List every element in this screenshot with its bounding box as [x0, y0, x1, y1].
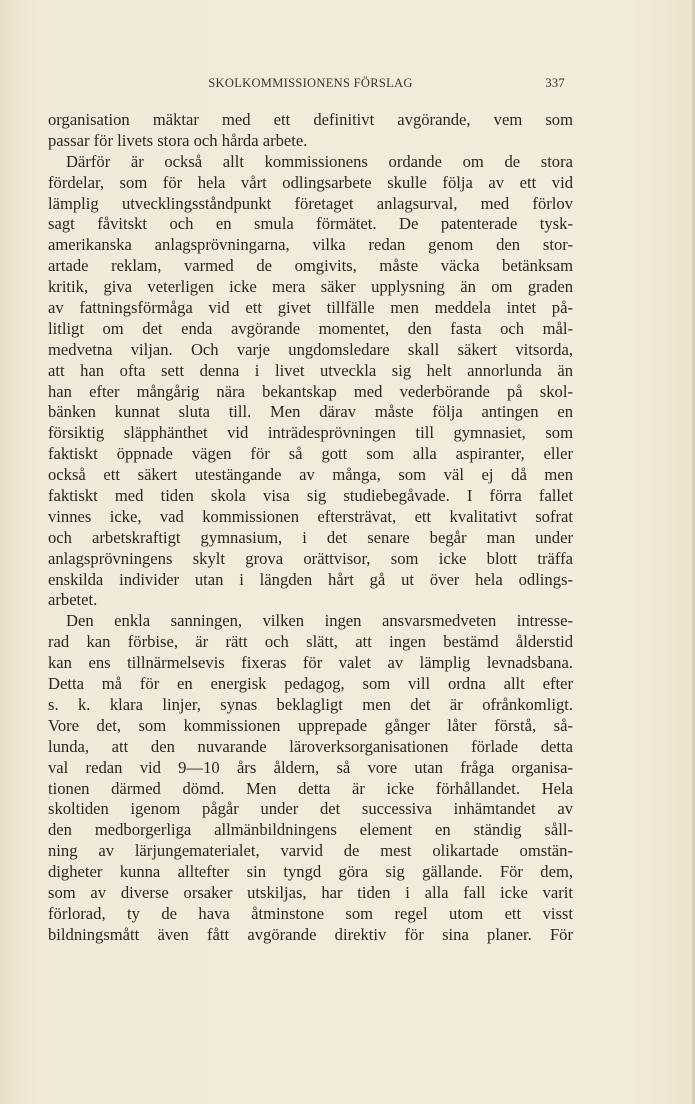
body-text	[48, 110, 573, 946]
text-line: kan ens tillnärmelsevis fixeras för valet av lämplig levnadsbana.	[48, 653, 573, 673]
text-line: passar för livets stora och hårda arbete.	[48, 130, 308, 150]
text-line: bildningsmått även fått avgörande direktiv för sina planer. För	[48, 924, 573, 944]
text-line: lämplig utvecklingsståndpunkt företaget anlagsurval, med förlov	[48, 193, 573, 213]
text-line: arbetet.	[48, 590, 98, 610]
text-line: faktiskt med tiden skola visa sig studiebegåvade. I förra fallet	[48, 486, 573, 506]
text-line: också ett säkert utestängande av många, som väl ej då men	[48, 465, 573, 485]
running-title: SKOLKOMMISSIONENS FÖRSLAG	[208, 76, 413, 90]
text-line: att han ofta sett denna i livet utveckla sig helt annorlunda än	[48, 360, 573, 380]
text-line: ning av lärjungematerialet, varvid de mest olikartade omstän-	[48, 841, 573, 861]
text-line: som av diverse orsaker utskiljas, har tiden i alla fall icke varit	[48, 882, 573, 902]
text-line: amerikanska anlagsprövningarna, vilka redan genom den stor-	[48, 235, 573, 255]
text-line: vinnes icke, vad kommissionen eftersträvat, ett kvalitativt sofrat	[48, 506, 573, 526]
text-line: enskilda individer utan i längden hårt gå ut över hela odlings-	[48, 569, 573, 589]
text-line: av fattningsförmåga vid ett givet tillfälle men meddela intet på-	[48, 298, 573, 318]
text-line: artade reklam, varmed de omgivits, måste väcka betänksam	[48, 256, 573, 276]
page-header	[48, 76, 573, 94]
text-line: Därför är också allt kommissionens ordande om de stora	[66, 151, 573, 171]
text-line: försiktig släpphänthet vid inträdesprövningen till gymnasiet, som	[48, 423, 573, 443]
text-line: Den enkla sanningen, vilken ingen ansvarsmedveten intresse-	[66, 611, 573, 631]
text-line: förlorad, ty de hava åtminstone som regel utom ett visst	[48, 903, 573, 923]
text-line: rad kan förbise, är rätt och slätt, att ingen bestämd ålderstid	[48, 632, 573, 652]
text-line: skoltiden igenom pågår under det successiva inhämtandet av	[48, 799, 573, 819]
text-line: faktiskt öppnade vägen för så gott som alla aspiranter, eller	[48, 444, 573, 464]
text-line: lunda, att den nuvarande läroverksorganisationen förlade detta	[48, 736, 573, 756]
text-line: sagt fåvitskt och en smula förmätet. De patenterade tysk-	[48, 214, 573, 234]
text-line: val redan vid 9—10 års åldern, så vore utan fråga organisa-	[48, 757, 573, 777]
text-line: tionen därmed dömd. Men detta är icke förhållandet. Hela	[48, 778, 573, 798]
text-line: den medborgerliga allmänbildningens element en ständig såll-	[48, 820, 573, 840]
text-line: litligt om det enda avgörande momentet, den fasta och mål-	[48, 318, 573, 338]
text-line: medvetna viljan. Och varje ungdomsledare skall säkert vitsorda,	[48, 339, 573, 359]
text-line: han efter mångårig nära bekantskap med vederbörande på skol-	[48, 381, 573, 401]
page-number: 337	[545, 76, 565, 90]
text-line: och arbetskraftigt gymnasium, i det senare begår man under	[48, 527, 573, 547]
text-line: fördelar, som för hela vårt odlingsarbete skulle följa av ett vid	[48, 172, 573, 192]
text-line: bänken kunnat sluta till. Men därav måste följa antingen en	[48, 402, 573, 422]
text-line: s. k. klara linjer, synas beklagligt men det är ofrånkomligt.	[48, 694, 573, 714]
text-line: digheter kunna alltefter sin tyngd göra sig gällande. För dem,	[48, 862, 573, 882]
text-line: Vore det, som kommissionen upprepade gånger låter förstå, så-	[48, 715, 573, 735]
text-line: anlagsprövningens skylt grova orättvisor, som icke blott träffa	[48, 548, 573, 568]
text-line: Detta må för en energisk pedagog, som vill ordna allt efter	[48, 674, 573, 694]
text-line: kritik, giva veterligen icke mera säker upplysning än om graden	[48, 277, 573, 297]
text-line: organisation mäktar med ett definitivt avgörande, vem som	[48, 110, 573, 129]
